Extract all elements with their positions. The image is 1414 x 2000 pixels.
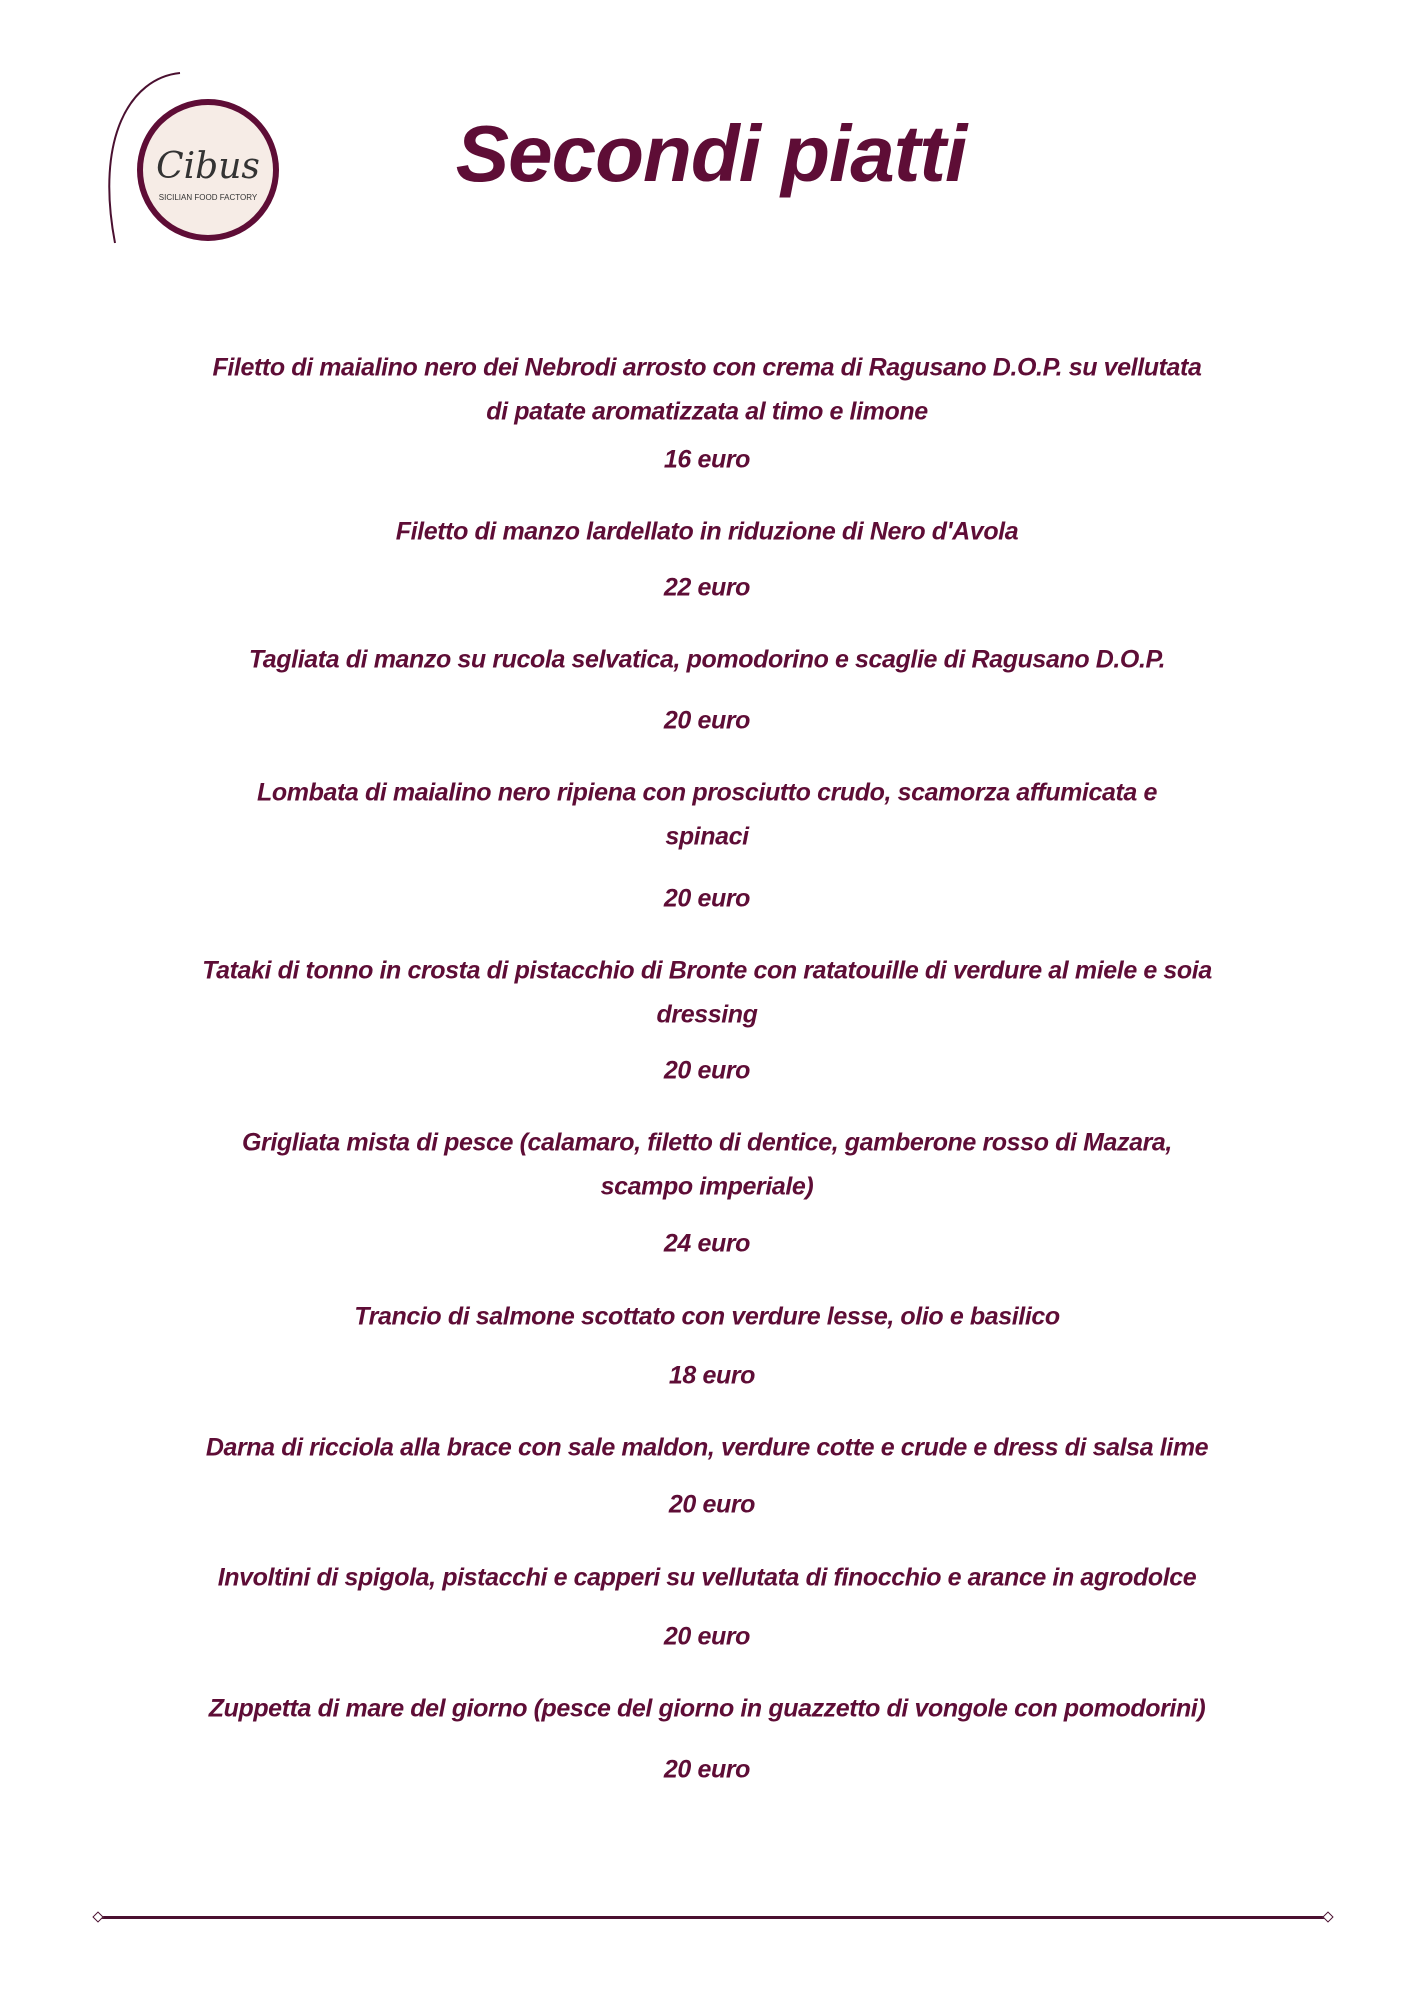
dish-description: spinaci xyxy=(665,822,749,851)
dish-description: scampo imperiale) xyxy=(600,1172,814,1201)
dish-price: 20 euro xyxy=(663,706,751,735)
dish-price: 20 euro xyxy=(663,1755,751,1784)
footer-divider xyxy=(100,1916,1326,1919)
dish-description: Filetto di maialino nero dei Nebrodi arrosto con crema di Ragusano D.O.P. su vellutata xyxy=(212,353,1202,382)
dish-description: Tataki di tonno in crosta di pistacchio di Bronte con ratatouille di verdure al miele e soia xyxy=(202,956,1212,985)
dish-description: Zuppetta di mare del giorno (pesce del giorno in guazzetto di vongole con pomodorini) xyxy=(208,1694,1206,1723)
dish-price: 18 euro xyxy=(668,1361,756,1390)
svg-text:SICILIAN FOOD FACTORY: SICILIAN FOOD FACTORY xyxy=(158,193,258,202)
dish-price: 20 euro xyxy=(663,1056,751,1085)
svg-text:Cibus: Cibus xyxy=(156,146,260,187)
dish-description: dressing xyxy=(656,1000,758,1029)
dish-description: Tagliata di manzo su rucola selvatica, pomodorino e scaglie di Ragusano D.O.P. xyxy=(248,645,1166,674)
dish-description: Involtini di spigola, pistacchi e capperi su vellutata di finocchio e arance in agrodolce xyxy=(217,1563,1197,1592)
dish-price: 22 euro xyxy=(663,573,751,602)
dish-description: di patate aromatizzata al timo e limone xyxy=(486,397,928,426)
dish-description: Darna di ricciola alla brace con sale maldon, verdure cotte e crude e dress di salsa lime xyxy=(205,1433,1209,1462)
dish-description: Grigliata mista di pesce (calamaro, filetto di dentice, gamberone rosso di Mazara, xyxy=(242,1128,1172,1157)
dish-price: 16 euro xyxy=(663,445,751,474)
page-title: Secondi piatti xyxy=(455,109,967,198)
dish-price: 20 euro xyxy=(663,1622,751,1651)
dish-price: 20 euro xyxy=(668,1490,756,1519)
dish-description: Lombata di maialino nero ripiena con prosciutto crudo, scamorza affumicata e xyxy=(257,778,1157,807)
dish-price: 20 euro xyxy=(663,884,751,913)
dish-description: Trancio di salmone scottato con verdure lesse, olio e basilico xyxy=(354,1302,1060,1331)
dish-price: 24 euro xyxy=(663,1229,751,1258)
dish-description: Filetto di manzo lardellato in riduzione di Nero d'Avola xyxy=(395,517,1019,546)
